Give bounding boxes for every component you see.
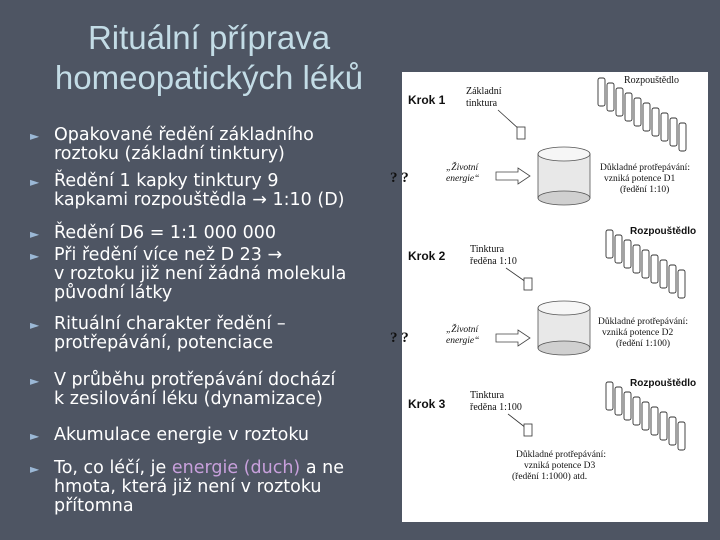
test-tube-icon: [634, 98, 641, 126]
test-tube-icon: [660, 412, 667, 440]
bullet-item: [30, 426, 309, 445]
bullet-line: Rituální charakter ředění –: [54, 314, 286, 334]
bullet-line: Ředění D6 = 1:1 000 000: [54, 223, 277, 243]
bullet-line: Akumulace energie v roztoku: [54, 425, 310, 445]
bullet-line: [54, 459, 344, 478]
test-tube-icon: [651, 407, 658, 435]
test-tube-icon: [606, 382, 613, 410]
energy-label-2-line-2: energie“: [446, 336, 480, 346]
highlight-energy: energie (duch): [171, 458, 301, 478]
bullet-item: [30, 224, 276, 243]
energy-label-2: „Životní: [446, 325, 479, 335]
slide-title: [20, 18, 398, 98]
pointer-line: [506, 268, 526, 282]
bullet-line: původní látky: [54, 283, 173, 303]
result-2-line-1: Důkladné protřepávání:: [598, 317, 688, 327]
bullet-item: [30, 246, 346, 303]
result-1-line-1: Důkladné protřepávání:: [600, 163, 690, 173]
bullet-line: V průběhu protřepávání dochází: [54, 370, 336, 390]
bullet-line: roztoku (základní tinktury): [54, 144, 285, 164]
bullet-line: hmota, která již není v roztoku: [54, 477, 322, 497]
energy-label-1: „Životní: [446, 163, 479, 173]
test-tube-icon: [669, 265, 676, 293]
result-3-line-2: vzniká potence D3: [524, 461, 596, 471]
test-tube-icon: [679, 123, 686, 151]
test-tube-icon: [643, 103, 650, 131]
drop-tube-icon: [524, 278, 532, 290]
mixing-vessel-icon: [538, 301, 590, 355]
test-tube-icon: [678, 270, 685, 298]
result-1-line-2: vzniká potence D1: [604, 174, 676, 184]
test-tube-icon: [642, 250, 649, 278]
result-3-line-3: (ředění 1:1000) atd.: [512, 472, 588, 482]
bullet-line: kapkami rozpouštědla → 1:10 (D): [54, 190, 345, 210]
solvent-label-1: Rozpouštědlo: [624, 75, 679, 86]
bullet-line: k zesilování léku (dynamizace): [54, 389, 323, 409]
question-marks-1: ? ?: [390, 170, 409, 186]
dilution-diagram: [390, 72, 708, 522]
drop-tube-icon: [524, 424, 532, 436]
result-3-line-1: Důkladné protřepávání:: [516, 450, 606, 460]
dilution-diagram-svg: [390, 72, 708, 522]
test-tube-icon: [660, 260, 667, 288]
title-line-1: Rituální příprava: [87, 19, 331, 56]
bullet-item: [30, 126, 314, 164]
bullet-text-pre: To, co léčí, je: [54, 458, 172, 478]
solvent-label-2: Rozpouštědlo: [630, 226, 697, 237]
bullet-item: [30, 371, 335, 409]
tincture-label-2: Tinktura: [470, 244, 505, 255]
test-tube-icon: [642, 402, 649, 430]
energy-arrow-icon: [496, 168, 530, 184]
tincture-label-2-line-2: ředěna 1:10: [470, 256, 517, 267]
bullet-item: [30, 315, 286, 353]
bullet-line: v roztoku již není žádná molekula: [54, 264, 347, 284]
triangle-bullet-icon: ►: [30, 462, 40, 476]
mixing-vessel-icon: [538, 147, 590, 205]
test-tube-icon: [633, 245, 640, 273]
test-tube-icon: [625, 93, 632, 121]
test-tube-icon: [624, 392, 631, 420]
step-3-label: Krok 3: [408, 397, 446, 411]
test-tube-icon: [615, 387, 622, 415]
bullet-line: Při ředění více než D 23 →: [54, 245, 283, 265]
step-1-label: Krok 1: [408, 93, 446, 107]
test-tube-icon: [615, 235, 622, 263]
energy-label-1-line-2: energie“: [446, 174, 480, 184]
bullet-line: Opakované ředění základního: [54, 125, 314, 145]
triangle-bullet-icon: ►: [30, 227, 40, 241]
triangle-bullet-icon: ►: [30, 374, 40, 388]
result-1-line-3: (ředění 1:10): [620, 185, 670, 195]
result-2-line-3: (ředění 1:100): [616, 339, 671, 349]
bullet-line: Ředění 1 kapky tinktury 9: [54, 171, 279, 191]
tincture-label-1-line-2: tinktura: [466, 98, 498, 109]
bullet-line: protřepávání, potenciace: [54, 333, 274, 353]
bullet-line: přítomna: [54, 496, 134, 516]
solvent-label-3: Rozpouštědlo: [630, 378, 697, 389]
bullet-text-post: a ne: [300, 458, 344, 478]
test-tube-icon: [670, 118, 677, 146]
test-tube-icon: [598, 78, 605, 106]
test-tube-icon: [624, 240, 631, 268]
test-tube-icon: [616, 88, 623, 116]
test-tube-icon: [652, 108, 659, 136]
test-tube-icon: [651, 255, 658, 283]
solvent-tubes: [598, 78, 686, 450]
title-line-2: homeopatických léků: [54, 59, 364, 96]
energy-arrow-icon: [496, 330, 530, 346]
pointer-line: [508, 414, 526, 428]
step-2-label: Krok 2: [408, 249, 446, 263]
test-tube-icon: [606, 230, 613, 258]
triangle-bullet-icon: ►: [30, 129, 40, 143]
tincture-label-3-line-2: ředěna 1:100: [470, 402, 522, 413]
test-tube-icon: [678, 422, 685, 450]
triangle-bullet-icon: ►: [30, 429, 40, 443]
bullet-item: [30, 172, 345, 210]
test-tube-icon: [669, 417, 676, 445]
triangle-bullet-icon: ►: [30, 249, 40, 263]
question-marks-2: ? ?: [390, 330, 409, 346]
triangle-bullet-icon: ►: [30, 175, 40, 189]
test-tube-icon: [633, 397, 640, 425]
tincture-label-3: Tinktura: [470, 390, 505, 401]
drop-tube-icon: [517, 127, 525, 139]
result-2-line-2: vzniká potence D2: [602, 328, 674, 338]
bullet-item: [30, 459, 344, 516]
tincture-label-1: Základní: [466, 86, 502, 97]
triangle-bullet-icon: ►: [30, 318, 40, 332]
test-tube-icon: [661, 113, 668, 141]
test-tube-icon: [607, 83, 614, 111]
